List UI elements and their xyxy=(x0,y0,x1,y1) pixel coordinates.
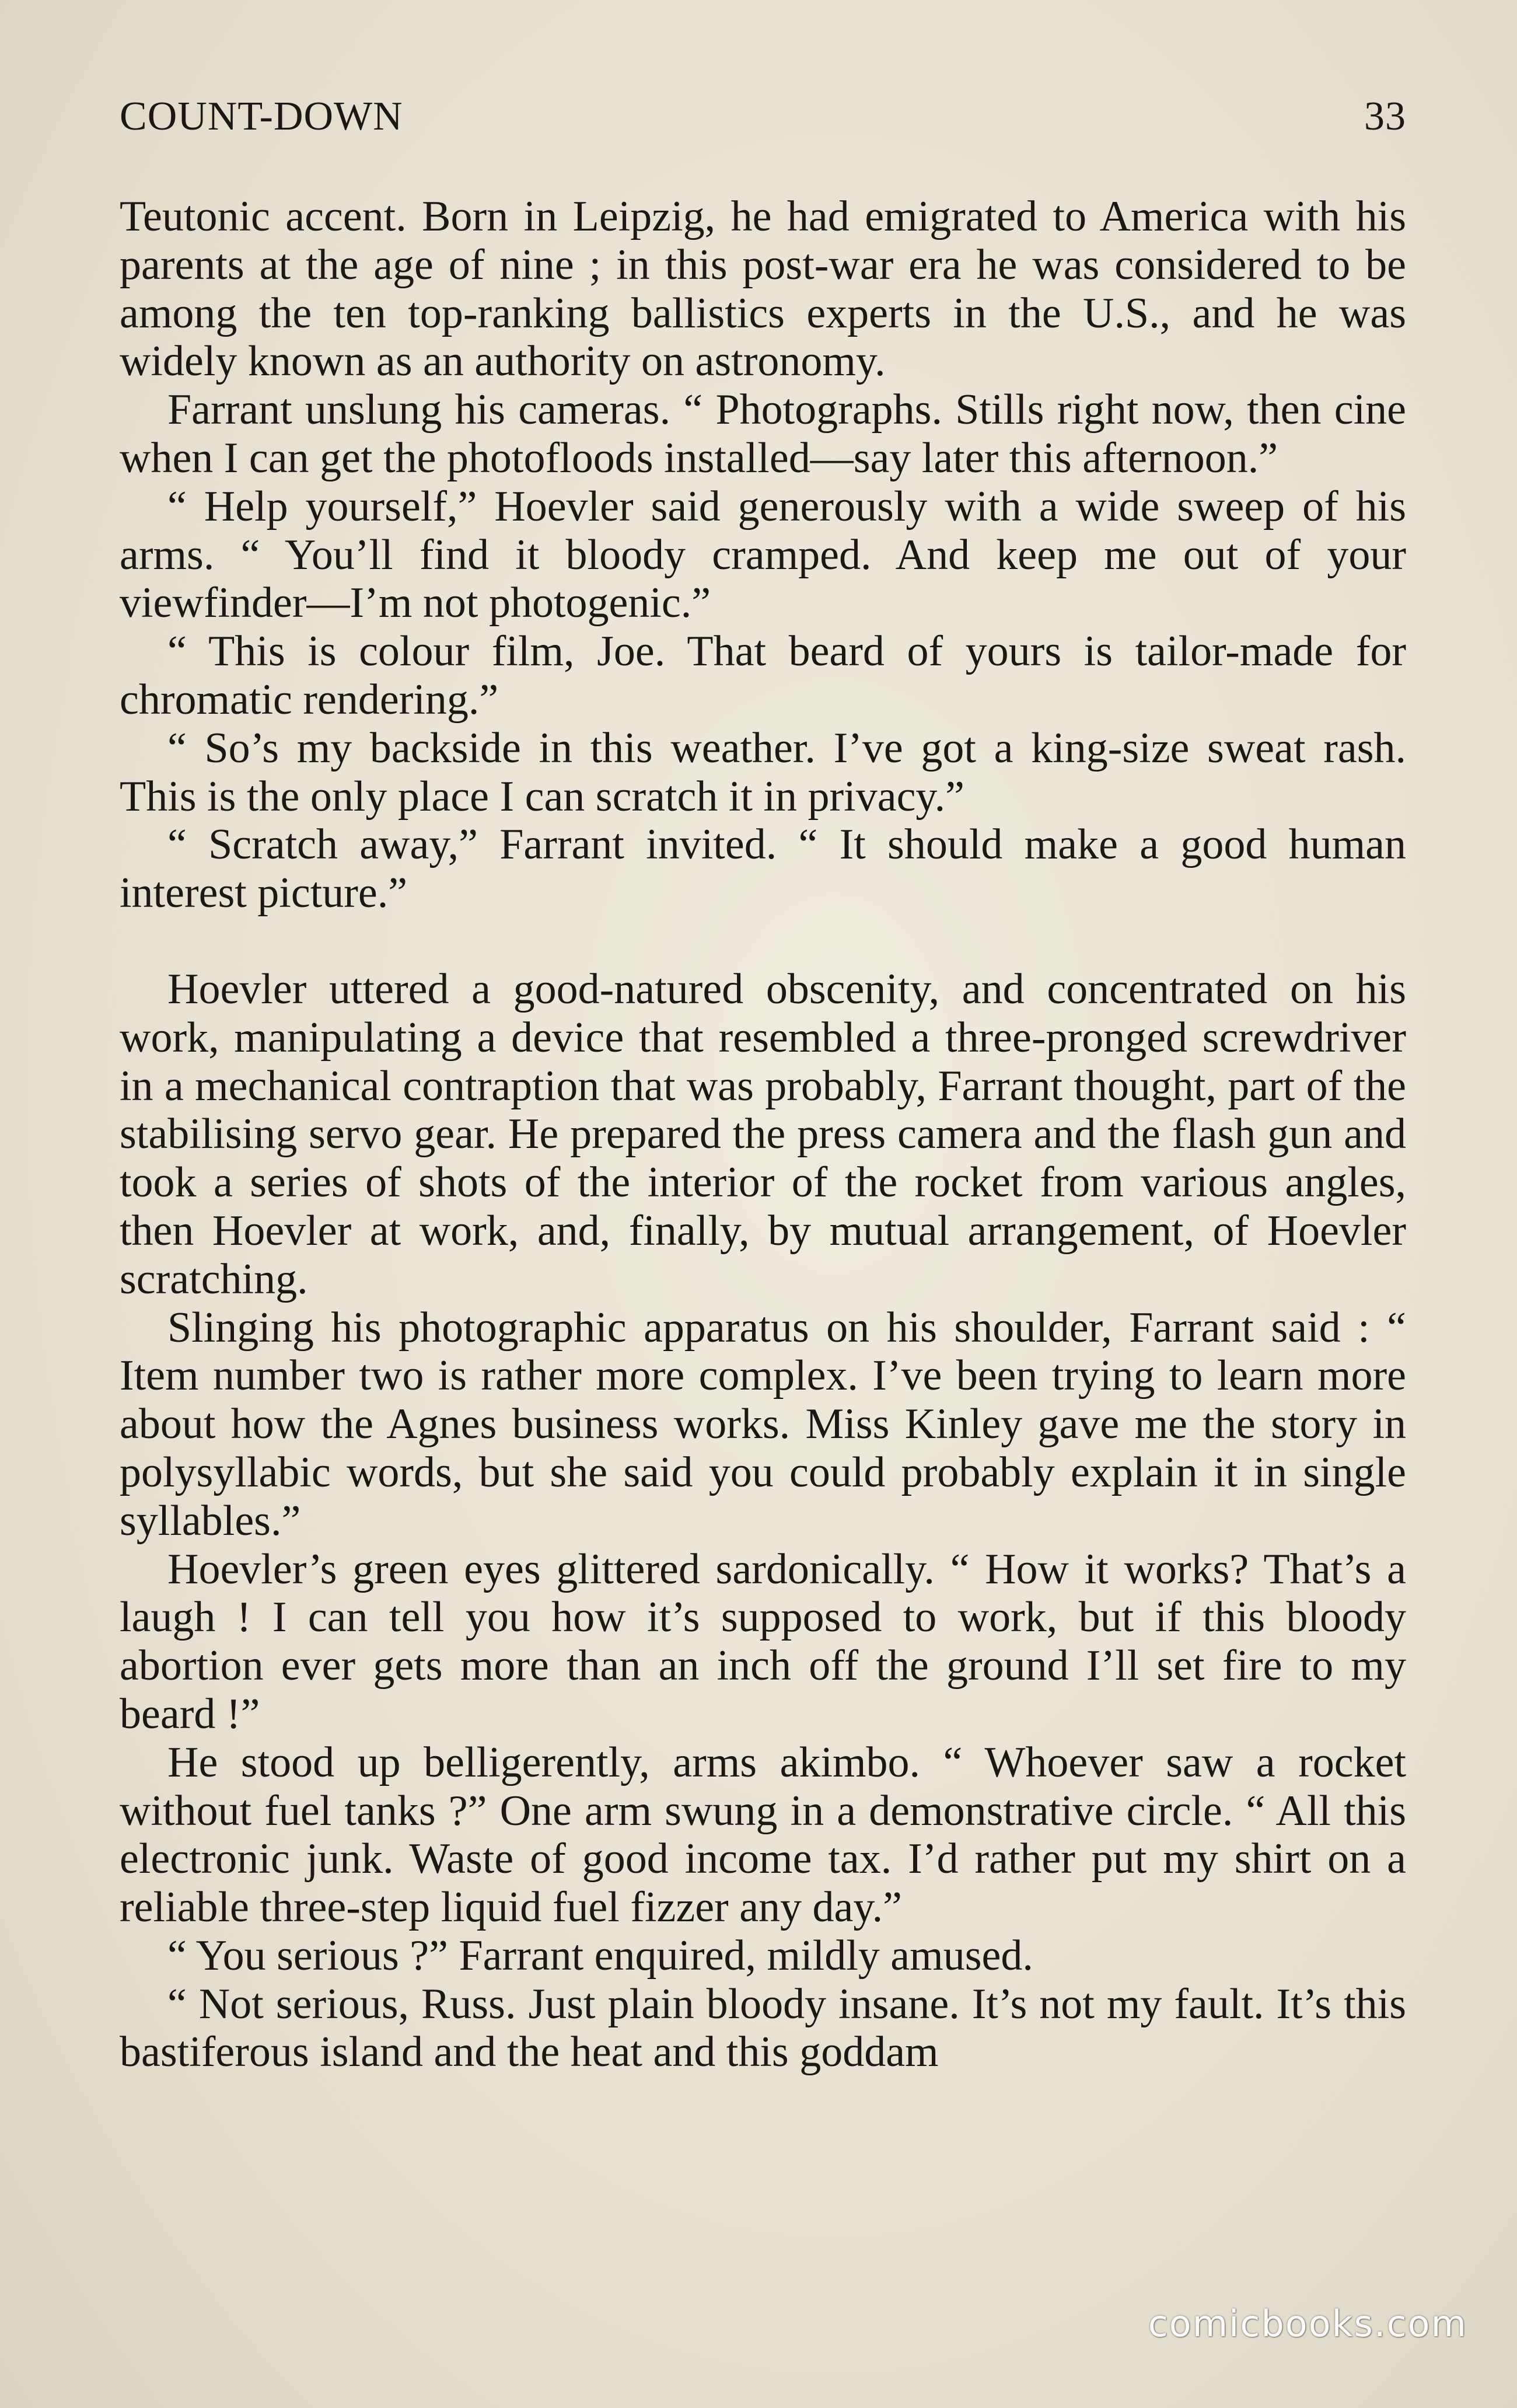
paragraph: “ Help yourself,” Hoevler said generously with a wide sweep of his arms. “ You’ll find it bloody cramped. And keep me out of your viewfinder—I’m not photogenic.” xyxy=(120,482,1406,627)
watermark: comicbooks.com xyxy=(1148,2302,1467,2345)
page-number: 33 xyxy=(1364,94,1406,139)
paragraph: Farrant unslung his cameras. “ Photographs. Stills right now, then cine when I can get the photofloods installed—say later this afternoon.” xyxy=(120,386,1406,482)
paragraph: He stood up belligerently, arms akimbo. “ Whoever saw a rocket without fuel tanks ?” One arm swung in a demonstrative circle. “ All this electronic junk. Waste of good income tax. I’d rather put my shirt on a reliable three-step liquid fuel fizzer any day.” xyxy=(120,1738,1406,1932)
body-text xyxy=(120,193,1406,2077)
paragraph: “ Not serious, Russ. Just plain bloody insane. It’s not my fault. It’s this bastiferous island and the heat and this goddam xyxy=(120,1980,1406,2077)
paragraph: “ So’s my backside in this weather. I’ve got a king-size sweat rash. This is the only place I can scratch it in privacy.” xyxy=(120,724,1406,821)
paragraph: “ Scratch away,” Farrant invited. “ It should make a good human interest picture.” xyxy=(120,821,1406,917)
chapter-title: COUNT-DOWN xyxy=(120,94,403,139)
paragraph: Slinging his photographic apparatus on his shoulder, Farrant said : “ Item number two is rather more complex. I’ve been trying to learn more about how the Agnes business works. Miss Kinley gave me the story in polysyllabic words, but she said you could probably explain it in single syllables.” xyxy=(120,1303,1406,1545)
paragraph: “ You serious ?” Farrant enquired, mildly amused. xyxy=(167,1931,1033,1980)
paragraph: Hoevler’s green eyes glittered sardonically. “ How it works? That’s a laugh ! I can tell you how it’s supposed to work, but if this bloody abortion ever gets more than an inch off the ground I’ll set fire to my beard !” xyxy=(120,1545,1406,1738)
paragraph: Hoevler uttered a good-natured obscenity, and concentrated on his work, manipulating a device that resembled a three-pronged screwdriver in a mechanical contraption that was probably, Farrant thought, part of the stabilising servo gear. He prepared the press camera and the flash gun and took a series of shots of the interior of the rocket from various angles, then Hoevler at work, and, finally, by mutual arrangement, of Hoevler scratching. xyxy=(120,965,1406,1303)
paragraph: Teutonic accent. Born in Leipzig, he had emigrated to America with his parents at the age of nine ; in this post-war era he was considered to be among the ten top-ranking ballistics experts in the U.S., and he was widely known as an authority on astronomy. xyxy=(120,193,1406,386)
paragraph: “ This is colour film, Joe. That beard of yours is tailor-made for chromatic rendering.” xyxy=(120,627,1406,724)
running-head xyxy=(120,90,1406,143)
